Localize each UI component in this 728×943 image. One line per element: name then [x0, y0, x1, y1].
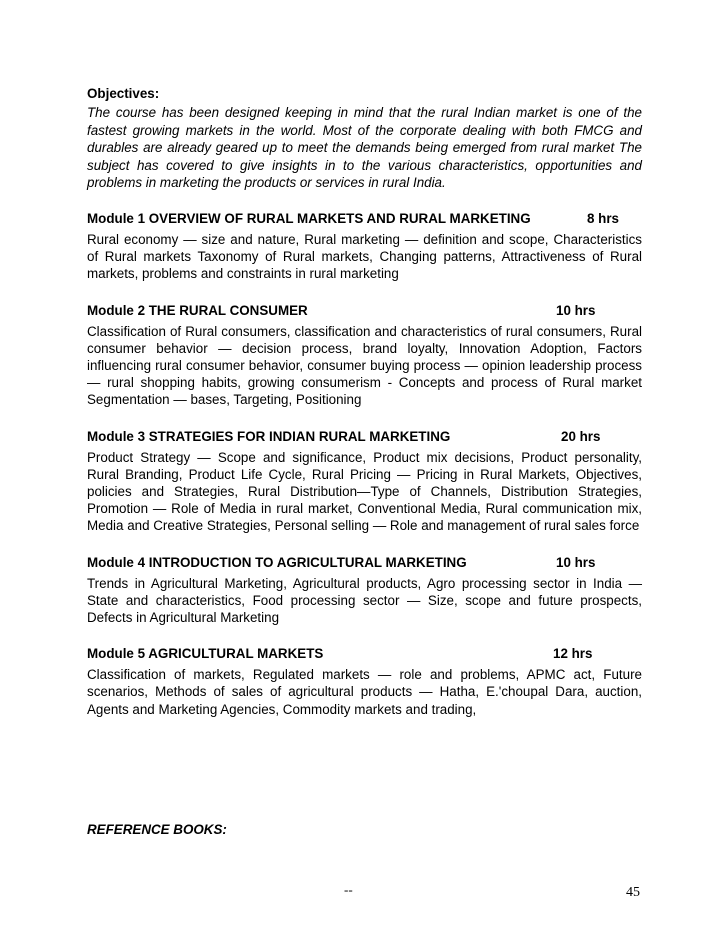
footer-center-mark: --	[344, 882, 353, 897]
page-number: 45	[626, 885, 640, 900]
objectives-heading: Objectives:	[87, 86, 160, 101]
module-hours: 10 hrs	[556, 302, 596, 318]
module-hours: 20 hrs	[561, 428, 601, 444]
module-4	[87, 554, 642, 627]
module-3	[87, 428, 642, 535]
module-body: Classification of markets, Regulated markets — role and problems, APMC act, Future scenarios, Methods of sales of agricultural products — Hatha, E.'choupal Dara, auction, Agents and Marketing Agencies, Commodity markets and trading,	[87, 667, 642, 717]
module-1	[87, 210, 642, 283]
module-body: Rural economy — size and nature, Rural marketing — definition and scope, Characteristics of Rural markets Taxonomy of Rural markets, Changing patterns, Attractiveness of Rural markets, problems and constraints in rural marketing	[87, 231, 642, 282]
module-body: Product Strategy — Scope and significance, Product mix decisions, Product personality, Rural Branding, Product Life Cycle, Rural Pricing — Pricing in Rural Markets, Objectives, policies and Strategies, Rural Distribution—Type of Channels, Distribution Strategies, Promotion — Role of Media in rural market, Conventional Media, Rural communication mix, Media and Creative Strategies, Personal selling — Role and management of rural sales force	[87, 449, 642, 534]
module-5	[87, 645, 642, 718]
module-hours: 10 hrs	[556, 554, 596, 570]
module-2	[87, 302, 642, 409]
module-title: Module 4 INTRODUCTION TO AGRICULTURAL MARKETING	[87, 554, 467, 570]
reference-books-heading: REFERENCE BOOKS:	[87, 822, 227, 837]
module-hours: 8 hrs	[587, 210, 620, 226]
module-title: Module 2 THE RURAL CONSUMER	[87, 302, 308, 318]
module-body: Trends in Agricultural Marketing, Agricultural products, Agro processing sector in India — State and characteristics, Food processing sector — Size, scope and future prospects, Defects in Agricultural Marketing	[87, 575, 642, 626]
module-title: Module 5 AGRICULTURAL MARKETS	[87, 646, 324, 662]
module-title: Module 1 OVERVIEW OF RURAL MARKETS AND RURAL MARKETING	[87, 210, 531, 226]
document-page	[87, 85, 642, 718]
module-title: Module 3 STRATEGIES FOR INDIAN RURAL MARKETING	[87, 428, 451, 444]
module-hours: 12 hrs	[553, 646, 593, 662]
module-body: Classification of Rural consumers, classification and characteristics of rural consumers, Rural consumer behavior — decision process, brand loyalty, Innovation Adoption, Factors influencing rural consumer behavior, consumer buying process — opinion leadership process — rural shopping habits, growing consumerism - Concepts and process of Rural market Segmentation — bases, Targeting, Positioning	[87, 323, 642, 408]
objectives-text: The course has been designed keeping in mind that the rural Indian market is one of the fastest growing markets in the world. Most of the corporate dealing with both FMCG and durables are already geared up to meet the demands being emerged from rural market The subject has covered to give insights in to the various characteristics, opportunities and problems in marketing the products or services in rural India.	[87, 105, 642, 191]
